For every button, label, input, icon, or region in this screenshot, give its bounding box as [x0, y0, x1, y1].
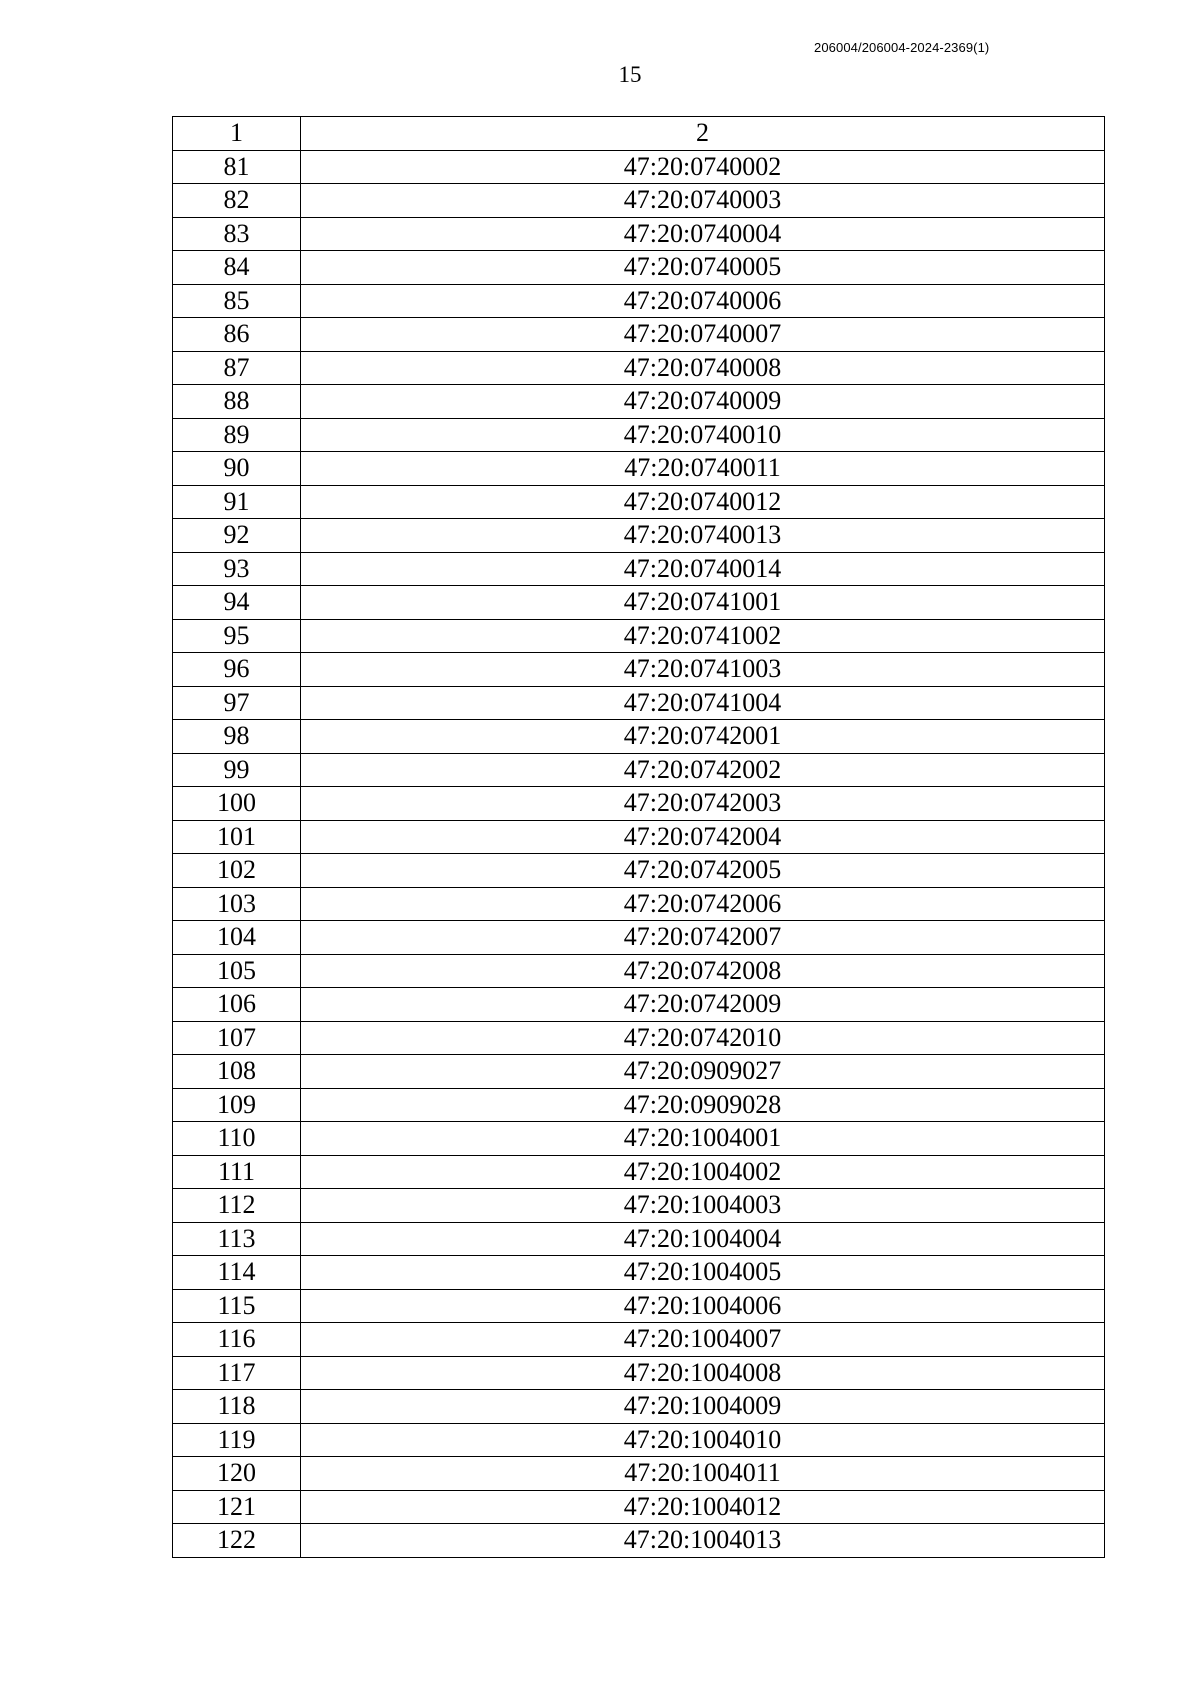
cadastral-number-cell: 47:20:0741004: [301, 686, 1105, 720]
table-row: [173, 217, 1105, 251]
cadastral-number-cell: 47:20:1004012: [301, 1490, 1105, 1524]
cadastral-number-cell: 47:20:0909028: [301, 1088, 1105, 1122]
table-row: [173, 954, 1105, 988]
cadastral-table: [172, 116, 1105, 1558]
cadastral-number-cell: 47:20:1004003: [301, 1189, 1105, 1223]
row-number-cell: 109: [173, 1088, 301, 1122]
table-row: [173, 988, 1105, 1022]
table-row: [173, 753, 1105, 787]
cadastral-number-cell: 47:20:0742003: [301, 787, 1105, 821]
row-number-cell: 115: [173, 1289, 301, 1323]
cadastral-number-cell: 47:20:0742004: [301, 820, 1105, 854]
cadastral-number-cell: 47:20:1004002: [301, 1155, 1105, 1189]
cadastral-number-cell: 47:20:0740014: [301, 552, 1105, 586]
cadastral-number-cell: 47:20:1004005: [301, 1256, 1105, 1290]
cadastral-number-cell: 47:20:0741002: [301, 619, 1105, 653]
row-number-cell: 101: [173, 820, 301, 854]
table-body: [173, 117, 1105, 1558]
row-number-cell: 103: [173, 887, 301, 921]
cadastral-number-cell: 47:20:0742005: [301, 854, 1105, 888]
row-number-cell: 95: [173, 619, 301, 653]
cadastral-number-cell: 47:20:0740012: [301, 485, 1105, 519]
table-header-row: [173, 117, 1105, 151]
page-number: 15: [618, 62, 642, 87]
table-row: [173, 619, 1105, 653]
row-number-cell: 92: [173, 519, 301, 553]
table-row: [173, 1490, 1105, 1524]
table-row: [173, 720, 1105, 754]
table-row: [173, 1524, 1105, 1558]
table-row: [173, 1256, 1105, 1290]
cadastral-number-cell: 47:20:1004001: [301, 1122, 1105, 1156]
table-row: [173, 452, 1105, 486]
cadastral-number-cell: 47:20:0740011: [301, 452, 1105, 486]
table-row: [173, 1423, 1105, 1457]
table-row: [173, 552, 1105, 586]
cadastral-number-cell: 47:20:1004010: [301, 1423, 1105, 1457]
table-row: [173, 1323, 1105, 1357]
cadastral-number-cell: 47:20:0742001: [301, 720, 1105, 754]
cadastral-number-cell: 47:20:0742009: [301, 988, 1105, 1022]
row-number-cell: 122: [173, 1524, 301, 1558]
row-number-cell: 94: [173, 586, 301, 620]
table-row: [173, 1155, 1105, 1189]
table-row: [173, 251, 1105, 285]
table-row: [173, 1055, 1105, 1089]
table-row: [173, 1457, 1105, 1491]
column-header-1: 1: [173, 117, 301, 151]
cadastral-number-cell: 47:20:0740004: [301, 217, 1105, 251]
cadastral-number-cell: 47:20:0740009: [301, 385, 1105, 419]
cadastral-number-cell: 47:20:0740010: [301, 418, 1105, 452]
cadastral-number-cell: 47:20:0742007: [301, 921, 1105, 955]
cadastral-number-cell: 47:20:1004006: [301, 1289, 1105, 1323]
cadastral-number-cell: 47:20:0740005: [301, 251, 1105, 285]
table-row: [173, 519, 1105, 553]
row-number-cell: 107: [173, 1021, 301, 1055]
row-number-cell: 112: [173, 1189, 301, 1223]
row-number-cell: 116: [173, 1323, 301, 1357]
row-number-cell: 117: [173, 1356, 301, 1390]
row-number-cell: 91: [173, 485, 301, 519]
row-number-cell: 85: [173, 284, 301, 318]
row-number-cell: 81: [173, 150, 301, 184]
row-number-cell: 87: [173, 351, 301, 385]
cadastral-number-cell: 47:20:0741003: [301, 653, 1105, 687]
cadastral-number-cell: 47:20:1004004: [301, 1222, 1105, 1256]
row-number-cell: 104: [173, 921, 301, 955]
row-number-cell: 108: [173, 1055, 301, 1089]
cadastral-number-cell: 47:20:0742010: [301, 1021, 1105, 1055]
cadastral-number-cell: 47:20:1004008: [301, 1356, 1105, 1390]
row-number-cell: 113: [173, 1222, 301, 1256]
table-row: [173, 787, 1105, 821]
cadastral-number-cell: 47:20:0740003: [301, 184, 1105, 218]
row-number-cell: 99: [173, 753, 301, 787]
cadastral-number-cell: 47:20:0740006: [301, 284, 1105, 318]
row-number-cell: 106: [173, 988, 301, 1022]
row-number-cell: 96: [173, 653, 301, 687]
table-row: [173, 485, 1105, 519]
cadastral-number-cell: 47:20:0742008: [301, 954, 1105, 988]
column-header-2: 2: [301, 117, 1105, 151]
table-row: [173, 1189, 1105, 1223]
cadastral-number-cell: 47:20:1004009: [301, 1390, 1105, 1424]
row-number-cell: 93: [173, 552, 301, 586]
cadastral-number-cell: 47:20:0741001: [301, 586, 1105, 620]
row-number-cell: 102: [173, 854, 301, 888]
table-row: [173, 1390, 1105, 1424]
cadastral-number-cell: 47:20:0740013: [301, 519, 1105, 553]
table-row: [173, 1021, 1105, 1055]
document-id: 206004/206004-2024-2369(1): [814, 40, 990, 55]
cadastral-number-cell: 47:20:0742006: [301, 887, 1105, 921]
row-number-cell: 118: [173, 1390, 301, 1424]
row-number-cell: 114: [173, 1256, 301, 1290]
table-row: [173, 351, 1105, 385]
table-row: [173, 385, 1105, 419]
cadastral-number-cell: 47:20:0742002: [301, 753, 1105, 787]
cadastral-number-cell: 47:20:0740002: [301, 150, 1105, 184]
row-number-cell: 84: [173, 251, 301, 285]
table-row: [173, 318, 1105, 352]
table-row: [173, 686, 1105, 720]
table-row: [173, 1289, 1105, 1323]
table-row: [173, 418, 1105, 452]
table-row: [173, 820, 1105, 854]
table-row: [173, 150, 1105, 184]
row-number-cell: 82: [173, 184, 301, 218]
table-row: [173, 1356, 1105, 1390]
table-row: [173, 586, 1105, 620]
table-row: [173, 854, 1105, 888]
row-number-cell: 119: [173, 1423, 301, 1457]
cadastral-number-cell: 47:20:0740008: [301, 351, 1105, 385]
row-number-cell: 88: [173, 385, 301, 419]
cadastral-number-cell: 47:20:0740007: [301, 318, 1105, 352]
table-row: [173, 1088, 1105, 1122]
row-number-cell: 100: [173, 787, 301, 821]
row-number-cell: 120: [173, 1457, 301, 1491]
table-row: [173, 1222, 1105, 1256]
row-number-cell: 110: [173, 1122, 301, 1156]
cadastral-number-cell: 47:20:1004007: [301, 1323, 1105, 1357]
table-row: [173, 921, 1105, 955]
row-number-cell: 90: [173, 452, 301, 486]
cadastral-number-cell: 47:20:1004011: [301, 1457, 1105, 1491]
row-number-cell: 121: [173, 1490, 301, 1524]
table-row: [173, 184, 1105, 218]
table-row: [173, 284, 1105, 318]
row-number-cell: 86: [173, 318, 301, 352]
row-number-cell: 111: [173, 1155, 301, 1189]
cadastral-number-cell: 47:20:0909027: [301, 1055, 1105, 1089]
table-row: [173, 1122, 1105, 1156]
row-number-cell: 105: [173, 954, 301, 988]
row-number-cell: 83: [173, 217, 301, 251]
table-row: [173, 653, 1105, 687]
row-number-cell: 97: [173, 686, 301, 720]
row-number-cell: 98: [173, 720, 301, 754]
row-number-cell: 89: [173, 418, 301, 452]
table-row: [173, 887, 1105, 921]
cadastral-number-cell: 47:20:1004013: [301, 1524, 1105, 1558]
